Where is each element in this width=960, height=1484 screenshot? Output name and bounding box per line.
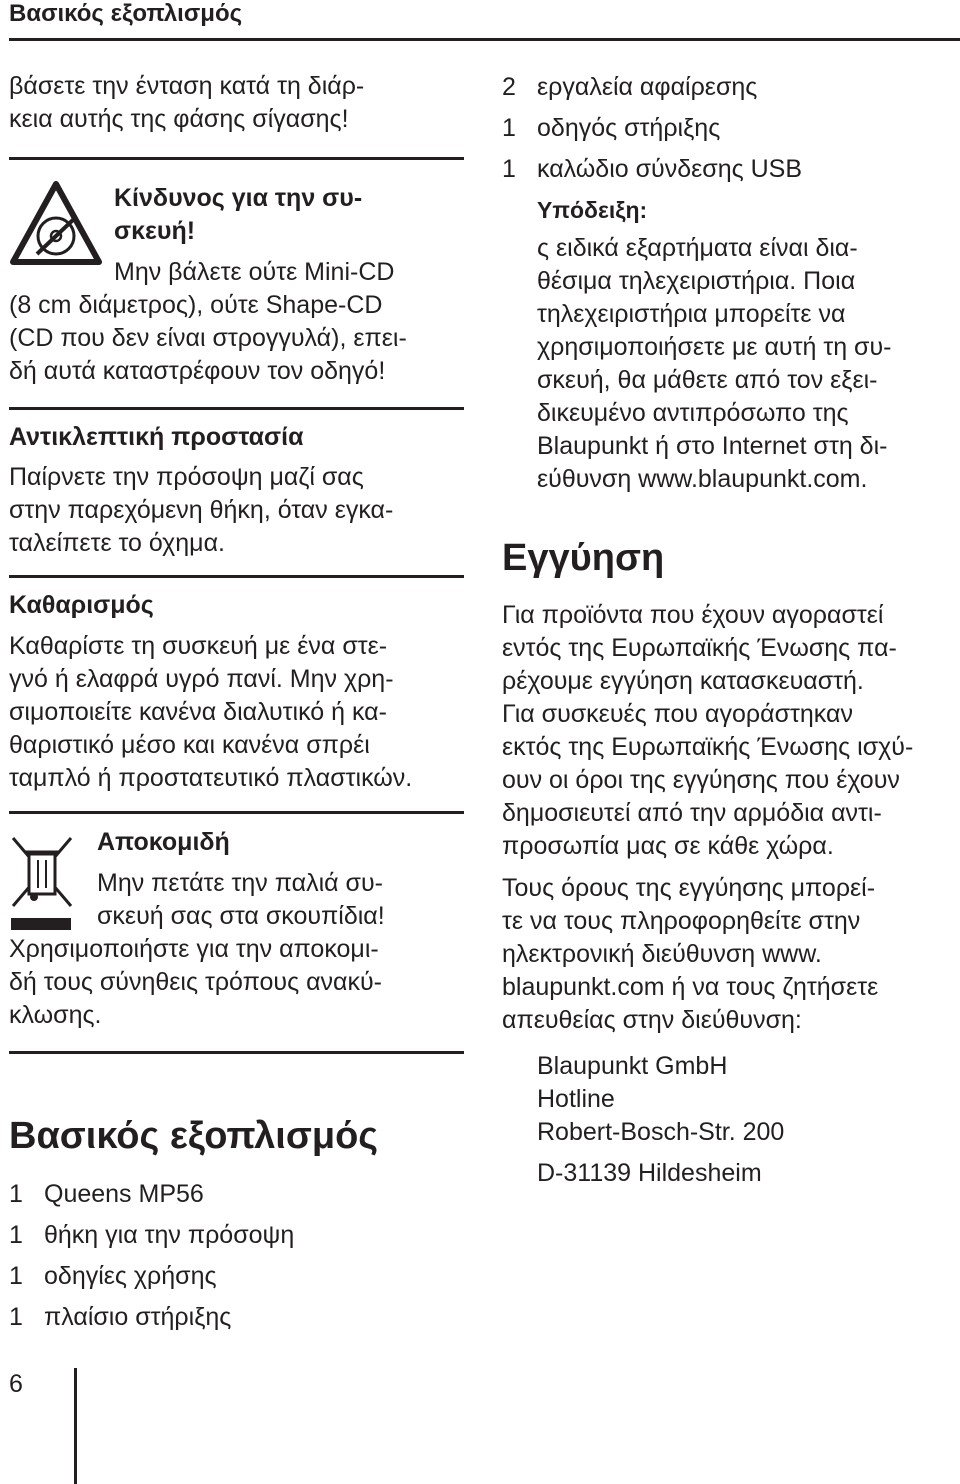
cleaning-text: [9, 630, 464, 795]
item-label: Queens MP56: [44, 1180, 204, 1208]
footer-divider: [74, 1368, 77, 1484]
warranty-text-line: τε να τους πληροφορηθείτε στην: [502, 907, 861, 935]
list-item: [502, 149, 957, 190]
danger-text-line: δή αυτά καταστρέφουν τον οδηγό!: [9, 357, 386, 385]
warranty-para-1: [502, 599, 957, 863]
cleaning-text-line: ταμπλό ή προστατευτικό πλαστικών.: [9, 764, 413, 792]
address-line: Robert-Bosch-Str. 200: [537, 1118, 785, 1146]
intro-line: βάσετε την ένταση κατά τη διάρ-: [9, 72, 365, 100]
item-label: θήκη για την πρόσοψη: [44, 1221, 295, 1249]
disposal-text-line: κλωσης.: [9, 1001, 102, 1029]
disposal-title: Αποκομιδή: [97, 828, 230, 856]
danger-title: Κίνδυνος για την συ-: [114, 184, 363, 212]
section-divider: [9, 811, 464, 814]
intro-line: κεια αυτής της φάσης σίγασης!: [9, 105, 349, 133]
note-text-line: εύθυνση www.blaupunkt.com.: [537, 465, 868, 493]
antitheft-text-line: Παίρνετε την πρόσοψη μαζί σας: [9, 463, 364, 491]
danger-title: σκευή!: [114, 217, 196, 245]
item-qty: 1: [9, 1180, 23, 1208]
address-line: Hotline: [537, 1085, 615, 1113]
disposal-text-line: Μην πετάτε την παλιά συ-: [97, 869, 383, 897]
list-item: [9, 1297, 464, 1338]
disposal-text-line: δή τους σύνηθεις τρόπους ανακύ-: [9, 968, 382, 996]
header-divider: [9, 38, 960, 41]
warranty-para-2: [502, 872, 957, 1037]
item-qty: 2: [502, 73, 516, 101]
antitheft-text-line: ταλείπετε το όχημα.: [9, 529, 225, 557]
warranty-text-line: εντός της Ευρωπαϊκής Ένωσης πα-: [502, 634, 897, 662]
warranty-text-line: blaupunkt.com ή να τους ζητήσετε: [502, 973, 879, 1001]
item-label: καλώδιο σύνδεσης USB: [537, 155, 803, 183]
danger-text-line: Μην βάλετε ούτε Mini-CD: [114, 258, 395, 286]
section-divider: [9, 1051, 464, 1054]
running-header-title: Βασικός εξοπλισμός: [9, 0, 243, 27]
warranty-text-line: ουν οι όροι της εγγύησης που έχουν: [502, 766, 900, 794]
list-item: [9, 1215, 464, 1256]
note-text-line: τηλεχειριστήρια μπορείτε να: [537, 300, 846, 328]
cleaning-text-line: Καθαρίστε τη συσκευή με ένα στε-: [9, 632, 388, 660]
antitheft-text-line: στην παρεχόμενη θήκη, όταν εγκα-: [9, 496, 394, 524]
equipment-title: Βασικός εξοπλισμός: [9, 1115, 379, 1157]
warranty-text-line: ρέχουμε εγγύηση κατασκευαστή.: [502, 667, 864, 695]
warranty-text-line: Για προϊόντα που έχουν αγοραστεί: [502, 601, 884, 629]
warranty-text-line: απευθείας στην διεύθυνση:: [502, 1006, 802, 1034]
warning-cd-icon: [9, 180, 103, 266]
disposal-section: [9, 826, 464, 1032]
warranty-text-line: εκτός της Ευρωπαϊκής Ένωσης ισχύ-: [502, 733, 914, 761]
item-label: οδηγίες χρήσης: [44, 1262, 217, 1290]
list-item: [9, 1174, 464, 1215]
section-divider: [9, 407, 464, 410]
note-title: Υπόδειξη:: [537, 197, 648, 223]
cleaning-text-line: θαριστικό μέσο και κανένα σπρέι: [9, 731, 370, 759]
equipment-list-continued: [502, 67, 957, 190]
disposal-text-line: Χρησιμοποιήστε για την αποκομι-: [9, 935, 379, 963]
item-qty: 1: [502, 114, 516, 142]
item-label: πλαίσιο στήριξης: [44, 1303, 232, 1331]
item-qty: 1: [9, 1303, 23, 1331]
warranty-text-line: δημοσιευτεί από την αρμόδια αντι-: [502, 799, 882, 827]
item-qty: 1: [9, 1221, 23, 1249]
note-text-line: ς ειδικά εξαρτήματα είναι δια-: [537, 234, 858, 262]
cleaning-text-line: σιμοποιείτε κανένα διαλυτικό ή κα-: [9, 698, 387, 726]
antitheft-text: [9, 461, 464, 560]
warranty-text-line: προσωπία μας σε κάθε χώρα.: [502, 832, 834, 860]
equipment-list: [9, 1174, 464, 1338]
note-text-line: δικευμένο αντιπρόσωπο της: [537, 399, 849, 427]
note-block: [502, 194, 957, 496]
note-text-line: Blaupunkt ή στο Internet στη δι-: [537, 432, 888, 460]
list-item: [502, 108, 957, 149]
disposal-text-line: σκευή σας στα σκουπίδια!: [97, 902, 385, 930]
note-text-line: χρησιμοποιήσετε με αυτή τη συ-: [537, 333, 892, 361]
cleaning-title: Καθαρισμός: [9, 591, 154, 619]
warranty-text-line: Για συσκευές που αγοράστηκαν: [502, 700, 853, 728]
note-text-line: θέσιμα τηλεχειριστήρια. Ποια: [537, 267, 856, 295]
warranty-text-line: ηλεκτρονική διεύθυνση www.: [502, 940, 822, 968]
warranty-address: [502, 1050, 957, 1190]
antitheft-title: Αντικλεπτική προστασία: [9, 423, 304, 451]
warranty-title: Εγγύηση: [502, 537, 665, 579]
list-item: [502, 67, 957, 108]
note-text-line: σκευή, θα μάθετε από τον εξει-: [537, 366, 878, 394]
section-divider: [9, 157, 464, 160]
left-column: [9, 70, 464, 1338]
warranty-text-line: Τους όρους της εγγύησης μπορεί-: [502, 874, 876, 902]
page-number: 6: [9, 1370, 23, 1398]
item-qty: 1: [9, 1262, 23, 1290]
crossed-bin-icon: [9, 834, 75, 934]
danger-text-line: (8 cm διάμετρος), ούτε Shape-CD: [9, 291, 383, 319]
address-line: Blaupunkt GmbH: [537, 1052, 728, 1080]
danger-text-line: (CD που δεν είναι στρογγυλά), επει-: [9, 324, 407, 352]
danger-section: [9, 182, 464, 388]
item-label: εργαλεία αφαίρεσης: [537, 73, 758, 101]
right-column: [502, 70, 957, 1190]
section-divider: [9, 575, 464, 578]
list-item: [9, 1256, 464, 1297]
item-qty: 1: [502, 155, 516, 183]
item-label: οδηγός στήριξης: [537, 114, 721, 142]
cleaning-text-line: γνό ή ελαφρά υγρό πανί. Μην χρη-: [9, 665, 394, 693]
address-line: D-31139 Hildesheim: [537, 1159, 762, 1187]
